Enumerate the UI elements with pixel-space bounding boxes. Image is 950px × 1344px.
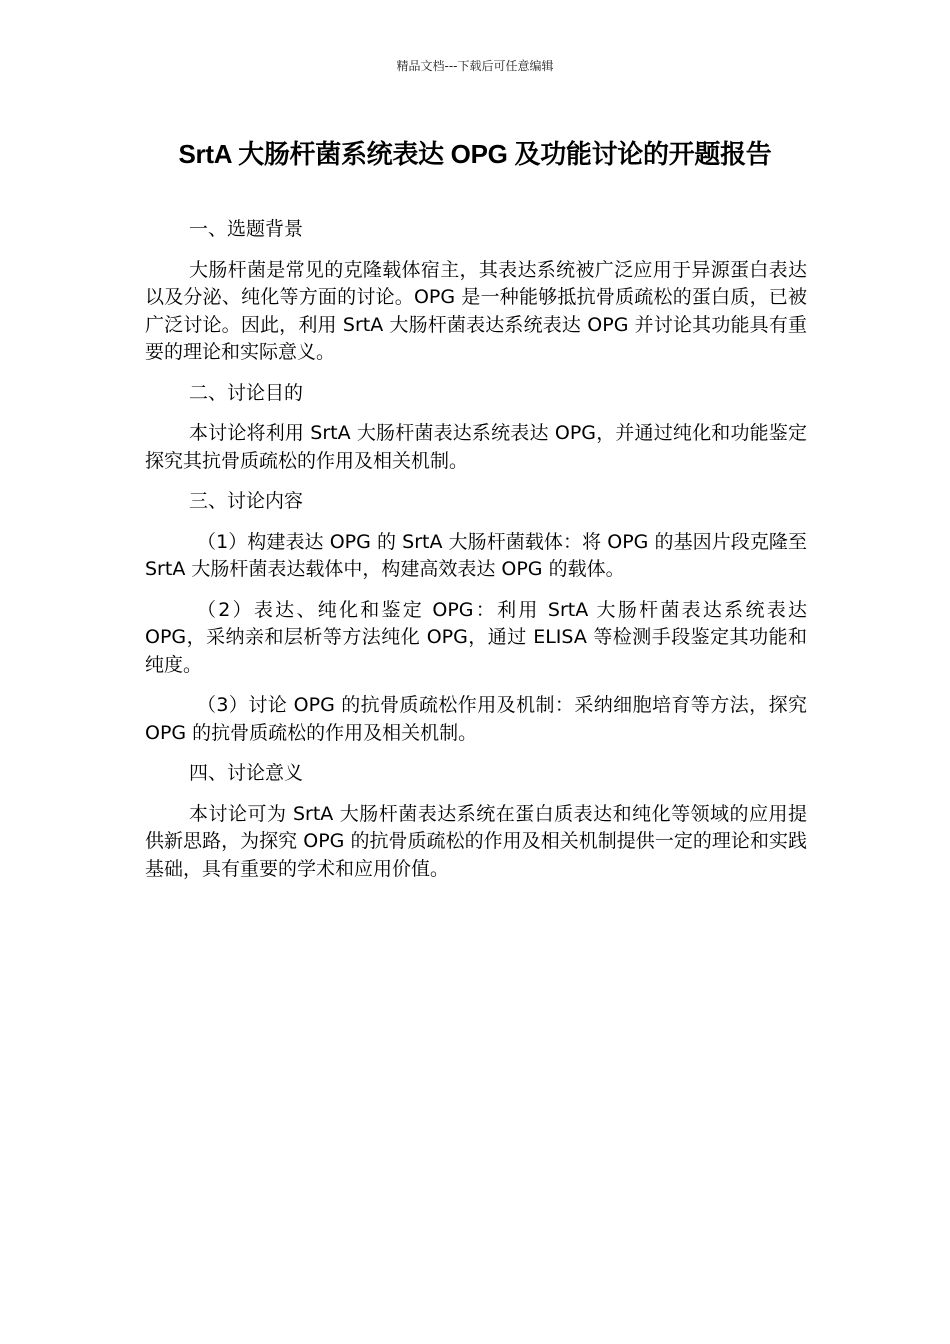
content-item-2: （2）表达、纯化和鉴定 OPG：利用 SrtA 大肠杆菌表达系统表达 OPG，采纳亲和层析等方法纯化 OPG，通过 ELISA 等检测手段鉴定其功能和纯度。 [145,598,807,676]
section-heading: 三、讨论内容 [189,490,304,512]
content-item-1: （1）构建表达 OPG 的 SrtA 大肠杆菌载体：将 OPG 的基因片段克隆至 SrtA 大肠杆菌表达载体中，构建高效表达 OPG 的载体。 [145,530,807,580]
section-heading: 四、讨论意义 [189,762,304,784]
section-background [145,216,807,367]
section-paragraph: 本讨论可为 SrtA 大肠杆菌表达系统在蛋白质表达和纯化等领域的应用提供新思路，为探究 OPG 的抗骨质疏松的作用及相关机制提供一定的理论和实践基础，具有重要的学术和应用价值。 [145,802,807,880]
document-body [145,216,807,896]
section-paragraph: 本讨论将利用 SrtA 大肠杆菌表达系统表达 OPG，并通过纯化和功能鉴定探究其抗骨质疏松的作用及相关机制。 [145,422,807,472]
section-heading: 一、选题背景 [189,218,304,240]
section-heading: 二、讨论目的 [189,381,304,404]
section-significance [145,760,807,883]
section-purpose [145,380,807,476]
section-content [145,488,807,747]
section-paragraph: 大肠杆菌是常见的克隆载体宿主，其表达系统被广泛应用于异源蛋白表达以及分泌、纯化等方面的讨论。OPG 是一种能够抵抗骨质疏松的蛋白质，已被广泛讨论。因此，利用 SrtA 大肠杆菌表达系统表达 OPG 并讨论其功能具有重要的理论和实际意义。 [145,258,807,363]
document-title: SrtA 大肠杆菌系统表达 OPG 及功能讨论的开题报告 [178,139,772,169]
content-item-3: （3）讨论 OPG 的抗骨质疏松作用及机制：采纳细胞培育等方法，探究 OPG 的抗骨质疏松的作用及相关机制。 [145,694,807,744]
header-note: 精品文档---下载后可任意编辑 [396,59,554,73]
